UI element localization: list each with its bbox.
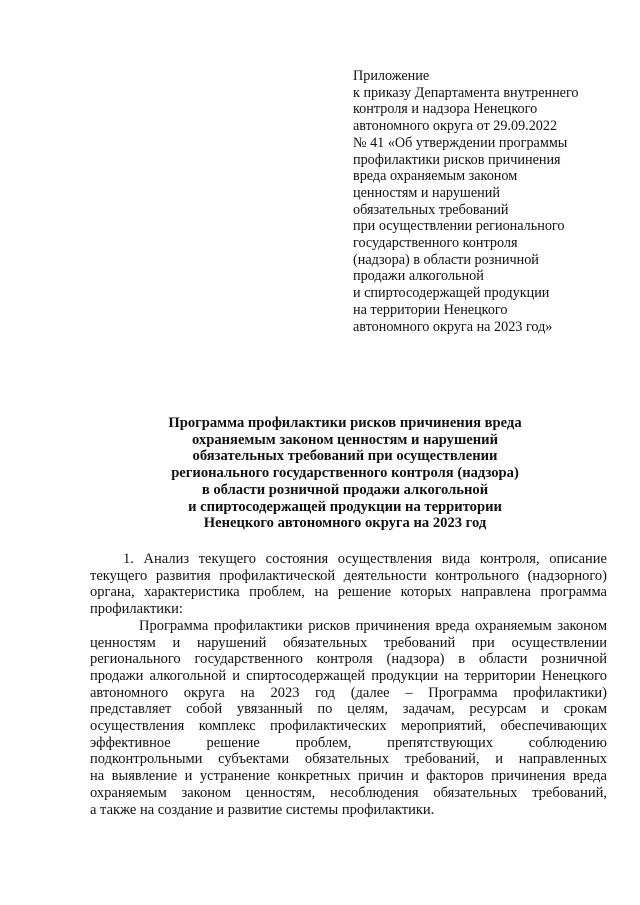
body-line: органа, характеристика проблем, на решение которых направлена программа — [90, 584, 607, 601]
title-line: в области розничной продажи алкогольной — [201, 481, 489, 498]
title-line: Программа профилактики рисков причинения вреда — [168, 415, 522, 431]
document-body — [90, 551, 607, 818]
body-line: текущего развития профилактической деятельности контрольного (надзорного) — [90, 567, 607, 584]
appendix-line: к приказу Департамента внутреннего — [353, 84, 579, 101]
body-line: регионального государственного контроля (надзора) в области розничной — [90, 651, 607, 668]
appendix-line: обязательных требований — [353, 201, 509, 218]
title-line: Ненецкого автономного округа на 2023 год — [203, 515, 487, 532]
body-line: профилактики: — [90, 601, 183, 618]
appendix-line: и спиртосодержащей продукции — [353, 285, 550, 302]
program-description-paragraph — [90, 618, 607, 818]
appendix-line: при осуществлении регионального — [353, 218, 565, 235]
body-line: продажи алкогольной и спиртосодержащей продукции на территории Ненецкого — [90, 667, 607, 684]
appendix-line: № 41 «Об утверждении программы — [353, 134, 568, 151]
body-line: автономного округа на 2023 год (далее – Программа профилактики) — [90, 684, 607, 701]
body-line: 1. Анализ текущего состояния осуществления вида контроля, описание — [123, 551, 607, 567]
appendix-line: государственного контроля — [353, 235, 518, 252]
appendix-line: ценностям и нарушений — [353, 184, 500, 201]
body-line: эффективное решение проблем, препятствующих соблюдению — [90, 734, 607, 751]
body-line: подконтрольными субъектами обязательных требований, и направленных — [90, 751, 607, 768]
body-line: охраняемым законом ценностям, несоблюдения обязательных требований, — [90, 784, 607, 801]
section-1-heading — [90, 551, 607, 618]
body-line: осуществления комплекс профилактических мероприятий, обеспечивающих — [90, 718, 607, 735]
appendix-line: контроля и надзора Ненецкого — [353, 101, 538, 118]
appendix-line: продажи алкогольной — [353, 268, 484, 285]
body-line: а также на создание и развитие системы профилактики. — [90, 801, 435, 818]
title-line: обязательных требований при осуществлении — [192, 448, 498, 465]
appendix-header — [353, 68, 579, 335]
appendix-line: (надзора) в области розничной — [353, 251, 539, 268]
title-line: регионального государственного контроля (надзора) — [171, 465, 519, 482]
body-line: Программа профилактики рисков причинения вреда охраняемым законом — [139, 617, 607, 634]
appendix-line: профилактики рисков причинения — [353, 151, 561, 168]
body-line: представляет собой увязанный по целям, задачам, ресурсам и срокам — [90, 701, 607, 718]
appendix-line: на территории Ненецкого — [353, 301, 508, 318]
title-line: и спиртосодержащей продукции на территории — [188, 498, 502, 515]
title-line: охраняемым законом ценностям и нарушений — [192, 431, 498, 448]
appendix-line: Приложение — [353, 68, 430, 84]
body-line: ценностям и нарушений обязательных требований при осуществлении — [90, 634, 607, 651]
appendix-line: вреда охраняемым законом — [353, 168, 518, 185]
appendix-line: автономного округа от 29.09.2022 — [353, 118, 558, 135]
appendix-line: автономного округа на 2023 год» — [353, 318, 553, 335]
body-line: на выявление и устранение конкретных причин и факторов причинения вреда — [90, 768, 607, 785]
program-title — [0, 415, 640, 532]
